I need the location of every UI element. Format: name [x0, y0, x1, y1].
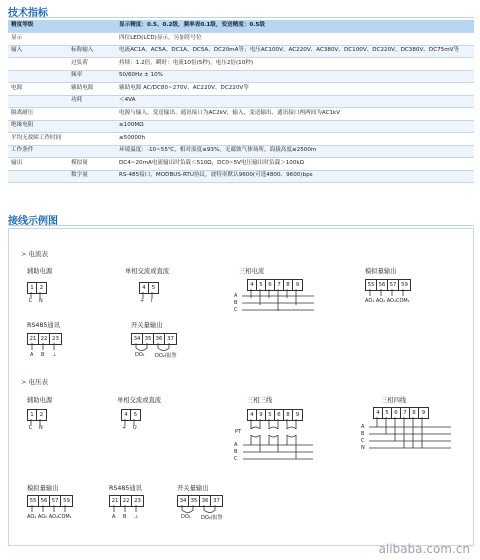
spec-row: [8, 145, 474, 158]
voltage-three-wire-pt-wiring: [237, 419, 317, 469]
voltage-aux-mark-l: L: [29, 425, 32, 431]
current-phase-a: A: [234, 293, 238, 299]
terminal: 4: [374, 408, 383, 418]
voltage-group-heading: > 电压表: [21, 378, 48, 386]
spec-row: [8, 108, 474, 121]
terminal: 6: [275, 410, 284, 420]
terminal: 35: [143, 334, 154, 344]
voltage-3w-phase-c: C: [234, 456, 238, 462]
voltage-four-wire-wiring: [361, 417, 461, 457]
terminal: 5: [151, 285, 156, 291]
spec-cell-subcategory: [68, 133, 116, 146]
spec-cell-subcategory: 数字量: [68, 170, 116, 183]
current-analog-marks: AO₁ AO₂ AO₃COM₁: [365, 298, 410, 304]
terminal: 57: [388, 280, 399, 290]
voltage-rs485-mark-gnd: ⊥: [134, 514, 139, 520]
terminal: 56: [39, 496, 50, 506]
voltage-single-label: 单相交流或直流: [117, 397, 162, 404]
watermark-text: alibaba.com.cn: [378, 542, 470, 556]
current-rs485-mark-gnd: ⊥: [52, 352, 57, 358]
voltage-4w-phase-b: B: [361, 431, 365, 437]
spec-cell-subcategory: 功耗: [68, 95, 116, 108]
current-rs485-mark-b: B: [41, 352, 45, 358]
voltage-3w-phase-a: A: [234, 442, 238, 448]
terminal: 5: [266, 410, 275, 420]
current-phase-b: B: [234, 300, 238, 306]
voltage-4w-phase-n: N: [361, 445, 365, 451]
spec-section-title: 技术指标: [8, 8, 48, 19]
current-switch-mark-do2: DO₂/报警: [155, 353, 177, 359]
terminal: 22: [39, 334, 50, 344]
voltage-single-mark-u: U: [133, 425, 137, 431]
spec-cell-subcategory: 标称输入: [68, 45, 116, 58]
spec-row: [8, 70, 474, 83]
current-analog-label: 模拟量输出: [365, 268, 397, 275]
current-single-mark-plus: +: [140, 298, 145, 304]
spec-cell-subcategory: [68, 108, 116, 121]
spec-cell-value: ≥50000h: [116, 133, 474, 146]
spec-row: [8, 58, 474, 71]
terminal: 57: [50, 496, 61, 506]
voltage-analog-marks: AO₁ AO₂ AO₃COM₁: [27, 514, 72, 520]
spec-cell-subcategory: 过负荷: [68, 58, 116, 71]
spec-cell-category: 隔离耐压: [8, 108, 68, 121]
voltage-four-wire-label: 三相四线: [381, 397, 407, 404]
spec-header-value: 显示精度：0.5、0.2级，频率表0.1级，变送精度：0.5级: [116, 20, 474, 33]
terminal: 35: [189, 496, 200, 506]
spec-cell-value: 四位LED(LCD)显示，另加符号位: [116, 33, 474, 46]
terminal: 37: [213, 498, 220, 504]
current-switch-label: 开关量输出: [131, 322, 163, 329]
spec-header-row: [8, 20, 474, 33]
current-aux-mark-l: L: [29, 298, 32, 304]
spec-cell-value: RS-485接口，MODBUS-RTU协议，波特率默认9600(可选4800、9600)bps: [116, 170, 474, 183]
current-single-mark-i: I: [151, 298, 153, 304]
spec-cell-category: 显示: [8, 33, 68, 46]
terminal: 34: [132, 334, 143, 344]
spec-cell-category: 输出: [8, 158, 68, 171]
current-rs485-label: RS485通讯: [27, 322, 60, 329]
spec-cell-subcategory: [68, 145, 116, 158]
voltage-3w-phase-b: B: [234, 449, 238, 455]
voltage-4w-phase-c: C: [361, 438, 365, 444]
current-phase-c: C: [234, 307, 238, 313]
current-aux-mark-n: N: [39, 298, 43, 304]
voltage-aux-power-label: 辅助电源: [27, 397, 53, 404]
current-three-wires: [234, 289, 324, 319]
spec-cell-category: 输入: [8, 45, 68, 58]
spec-cell-subcategory: 辅助电源: [68, 83, 116, 96]
terminal: 36: [154, 334, 165, 344]
terminal: 59: [63, 498, 70, 504]
spec-cell-category: 绝缘电阻: [8, 120, 68, 133]
spec-row: [8, 120, 474, 133]
spec-cell-subcategory: 模拟量: [68, 158, 116, 171]
spec-cell-value: 环境温度：-10~55℃，相对湿度≤93%，无腐蚀气体场所，海拔高度≤2500m: [116, 145, 474, 158]
voltage-rs485-label: RS485通讯: [109, 485, 142, 492]
voltage-4w-phase-a: A: [361, 424, 365, 430]
voltage-analog-label: 模拟量输出: [27, 485, 59, 492]
wiring-diagram-panel: [8, 228, 474, 546]
terminal: 59: [401, 282, 408, 288]
spec-cell-category: 平均无故障工作时间: [8, 133, 68, 146]
spec-cell-value: 电源与输入、变送输出、通讯接口为AC2kV，输入、变送输出、通讯接口两两间为AC1kV: [116, 108, 474, 121]
spec-row: [8, 133, 474, 146]
terminal: 7: [401, 408, 410, 418]
spec-cell-subcategory: 频率: [68, 70, 116, 83]
terminal: 36: [200, 496, 211, 506]
terminal: 5: [383, 408, 392, 418]
terminal: 34: [178, 496, 189, 506]
terminal: 4: [122, 410, 131, 420]
wiring-title-rule: [8, 225, 474, 226]
current-switch-mark-do1: DO₁: [135, 352, 145, 358]
terminal: 37: [167, 336, 174, 342]
wiring-section-title: 接线示例图: [8, 216, 58, 227]
terminal: 8: [410, 408, 419, 418]
spec-cell-category: [8, 170, 68, 183]
voltage-three-wire-label: 三相三线: [247, 397, 273, 404]
terminal: 21: [28, 334, 39, 344]
voltage-rs485-mark-b: B: [123, 514, 127, 520]
terminal: 6: [266, 280, 275, 290]
spec-cell-category: 工作条件: [8, 145, 68, 158]
current-single-label: 单相交流或直流: [125, 268, 170, 275]
terminal: 6: [392, 408, 401, 418]
terminal: 7: [275, 280, 284, 290]
spec-row: [8, 45, 474, 58]
terminal: 2: [39, 412, 44, 418]
current-aux-power-label: 辅助电源: [27, 268, 53, 275]
voltage-switch-mark-do1: DO₁: [181, 514, 191, 520]
spec-table: [8, 20, 474, 183]
terminal: 8: [284, 280, 293, 290]
terminal: 9: [295, 412, 300, 418]
terminal: 55: [366, 280, 377, 290]
spec-cell-value: 辅助电源 AC/DC80~270V、AC220V、DC220V等: [116, 83, 474, 96]
spec-cell-category: 电源: [8, 83, 68, 96]
terminal: 23: [134, 498, 141, 504]
spec-cell-value: 电流AC1A、AC5A、DC1A、DC5A、DC20mA等；电压AC100V、AC220V、AC380V、DC100V、DC220V、DC380V、DC75mV等: [116, 45, 474, 58]
voltage-pt-label: PT: [235, 429, 242, 435]
terminal: 4: [248, 410, 257, 420]
voltage-switch-mark-do2: DO₂/报警: [201, 515, 223, 521]
current-group-heading: > 电流表: [21, 250, 48, 258]
spec-cell-category: [8, 70, 68, 83]
spec-cell-subcategory: [68, 120, 116, 133]
current-three-label: 三相电流: [239, 268, 265, 275]
chevron-right-icon: >: [21, 378, 27, 386]
terminal: 8: [284, 410, 293, 420]
terminal: 1: [28, 410, 37, 420]
voltage-aux-mark-n: N: [39, 425, 43, 431]
spec-cell-value: ＜4VA: [116, 95, 474, 108]
terminal: 56: [377, 280, 388, 290]
terminal: 5: [133, 412, 138, 418]
terminal: 9: [295, 282, 300, 288]
terminal: 9: [257, 410, 266, 420]
spec-row: [8, 158, 474, 171]
spec-row: [8, 33, 474, 46]
spec-cell-value: ≥100MΩ: [116, 120, 474, 133]
spec-row: [8, 95, 474, 108]
spec-cell-subcategory: [68, 33, 116, 46]
spec-header-label: 精度等级: [8, 20, 68, 33]
spec-cell-category: [8, 95, 68, 108]
spec-header-blank: [68, 20, 116, 33]
chevron-right-icon: >: [21, 250, 27, 258]
terminal: 2: [39, 285, 44, 291]
spec-cell-value: DC4~20mA电流输出时负载＜510Ω，DC0~5V电压输出时负载＞100kΩ: [116, 158, 474, 171]
terminal: 4: [248, 280, 257, 290]
voltage-rs485-mark-a: A: [112, 514, 116, 520]
spec-row: [8, 170, 474, 183]
terminal: 22: [121, 496, 132, 506]
terminal: 9: [421, 410, 426, 416]
spec-cell-value: 持续：1.2倍，瞬时：电流10倍(5秒)，电压2倍(10秒): [116, 58, 474, 71]
current-rs485-mark-a: A: [30, 352, 34, 358]
voltage-switch-label: 开关量输出: [177, 485, 209, 492]
spec-row: [8, 83, 474, 96]
terminal: 5: [257, 280, 266, 290]
voltage-single-mark-plus: +: [122, 425, 127, 431]
spec-cell-category: [8, 58, 68, 71]
terminal: 21: [110, 496, 121, 506]
terminal: 4: [140, 283, 149, 293]
terminal: 55: [28, 496, 39, 506]
terminal: 1: [28, 283, 37, 293]
terminal: 23: [52, 336, 59, 342]
spec-cell-value: 50/60Hz ± 10%: [116, 70, 474, 83]
spec-title-rule: [8, 17, 474, 18]
